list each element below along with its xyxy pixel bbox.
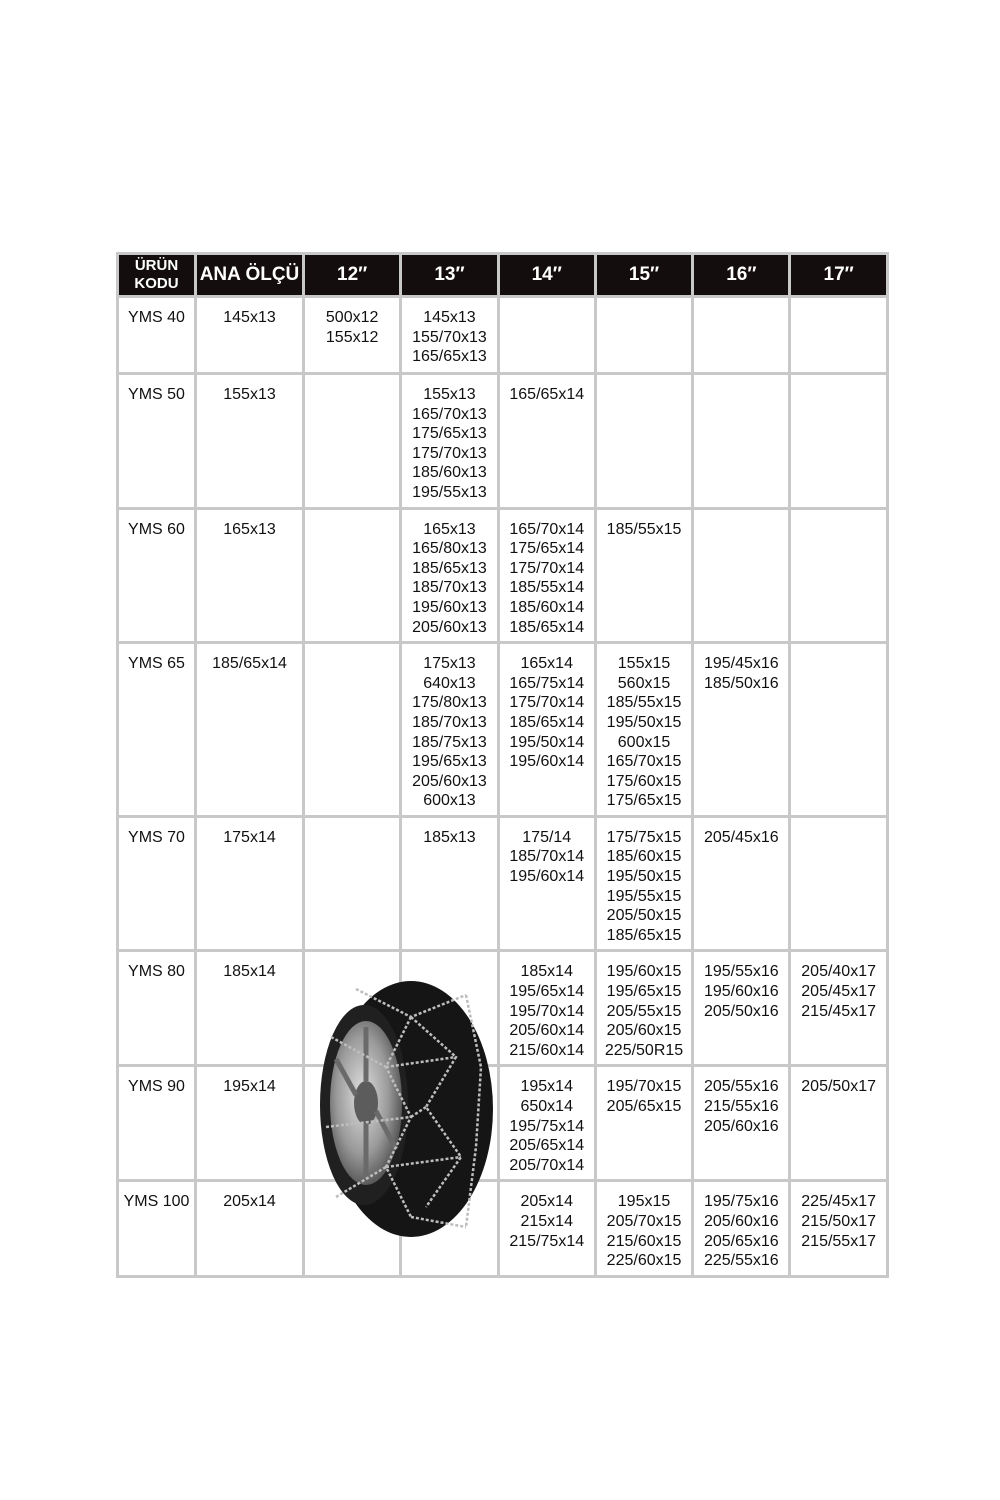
tire-size: 185/65x13 — [412, 559, 487, 577]
size-cell-13-inch — [401, 374, 498, 509]
tire-size: 185/70x13 — [412, 713, 487, 731]
tire-size: 205/55x16 — [703, 1078, 779, 1096]
tire-size: 205/45x16 — [703, 828, 779, 846]
tire-size: 155x13 — [423, 386, 476, 403]
tire-size: 215/55x17 — [801, 1232, 876, 1250]
tire-size: 205/65x14 — [509, 1137, 585, 1155]
size-cell-13-inch — [401, 816, 498, 951]
tire-size: 205/70x14 — [509, 1156, 585, 1174]
tire-size: 195/65x13 — [412, 753, 487, 771]
tire-size: 155x15 — [617, 655, 671, 673]
tire-size: 185x14 — [520, 963, 573, 981]
tire-size: 165x13 — [423, 520, 476, 538]
tire-size: 195/55x16 — [703, 963, 779, 981]
tire-size: 195/45x16 — [703, 655, 779, 673]
main-size-cell: 195x14 — [196, 1066, 304, 1181]
tire-size: 175/65x15 — [606, 792, 682, 810]
tire-size: 215/75x14 — [509, 1232, 585, 1250]
tire-size: 195/60x14 — [509, 868, 585, 886]
tire-size: 195/60x13 — [412, 598, 487, 616]
table-row — [118, 1181, 888, 1276]
tire-size: 185/65x14 — [509, 713, 585, 731]
tire-size: 165/65x14 — [509, 386, 585, 403]
tire-size: 175/65x14 — [509, 540, 585, 558]
size-cell-15-inch — [595, 374, 692, 509]
product-code-cell: YMS 65 — [118, 643, 196, 817]
size-cell-16-inch — [693, 374, 790, 509]
tire-size: 175/70x13 — [412, 444, 487, 462]
size-cell-12-inch — [304, 1181, 401, 1276]
tire-size: 215/45x17 — [801, 1002, 876, 1020]
size-cell-13-inch — [401, 297, 498, 374]
product-code-cell: YMS 50 — [118, 374, 196, 509]
size-cell-14-inch — [498, 508, 595, 643]
tire-size: 195/70x14 — [509, 1002, 585, 1020]
size-cell-13-inch — [401, 643, 498, 817]
main-size-cell: 185x14 — [196, 951, 304, 1066]
header-row — [118, 254, 888, 297]
table-row — [118, 508, 888, 643]
header-15-inch: 15″ — [595, 254, 692, 297]
tire-size: 205/55x15 — [606, 1002, 682, 1020]
size-cell-12-inch — [304, 1066, 401, 1181]
tire-size: 195/65x14 — [509, 983, 585, 1001]
tire-size: 560x15 — [617, 674, 671, 692]
tire-size: 175/60x15 — [606, 772, 682, 790]
tire-size: 195/60x15 — [606, 963, 682, 981]
size-cell-16-inch — [693, 1181, 790, 1276]
size-cell-13-inch — [401, 1181, 498, 1276]
tire-size: 215/50x17 — [801, 1212, 876, 1230]
size-cell-13-inch — [401, 951, 498, 1066]
size-cell-14-inch — [498, 1181, 595, 1276]
header-12-inch: 12″ — [304, 254, 401, 297]
tire-size: 185/70x13 — [412, 579, 487, 597]
tire-size: 165/70x14 — [509, 520, 585, 538]
tire-size: 195/50x15 — [606, 713, 682, 731]
size-cell-15-inch — [595, 643, 692, 817]
tire-chain-size-table — [116, 252, 889, 1278]
header-17-inch: 17″ — [790, 254, 887, 297]
size-cell-16-inch — [693, 1066, 790, 1181]
table-body — [118, 297, 888, 1277]
tire-size: 650x14 — [520, 1098, 573, 1115]
size-cell-14-inch — [498, 643, 595, 817]
size-cell-15-inch — [595, 1181, 692, 1276]
tire-size: 225/45x17 — [801, 1193, 876, 1211]
tire-size: 500x12 — [325, 309, 379, 326]
tire-size: 205/40x17 — [801, 963, 876, 981]
tire-size: 175/70x14 — [509, 694, 585, 712]
main-size-cell: 165x13 — [196, 508, 304, 643]
tire-size: 205/60x14 — [509, 1022, 585, 1040]
tire-size: 195/75x16 — [703, 1193, 779, 1211]
product-code-cell: YMS 100 — [118, 1181, 196, 1276]
tire-size: 205/60x15 — [606, 1022, 682, 1040]
size-cell-16-inch — [693, 951, 790, 1066]
tire-size: 640x13 — [423, 674, 476, 692]
size-cell-12-inch — [304, 508, 401, 643]
tire-size: 205/65x15 — [606, 1098, 682, 1115]
main-size-cell: 205x14 — [196, 1181, 304, 1276]
tire-size: 185/65x14 — [509, 618, 585, 636]
tire-size: 165/70x13 — [412, 405, 487, 423]
header-14-inch: 14″ — [498, 254, 595, 297]
tire-size: 145x13 — [423, 309, 476, 326]
tire-size: 185/60x13 — [412, 464, 487, 482]
tire-size: 175/75x15 — [606, 828, 682, 846]
size-cell-16-inch — [693, 297, 790, 374]
tire-size: 165x14 — [520, 655, 573, 673]
size-cell-12-inch — [304, 297, 401, 374]
tire-size: 195/60x14 — [509, 753, 585, 771]
tire-size: 185/55x14 — [509, 579, 585, 597]
tire-size: 165/70x15 — [606, 753, 682, 771]
size-cell-15-inch — [595, 816, 692, 951]
tire-size: 185/70x14 — [509, 848, 585, 866]
size-cell-15-inch — [595, 951, 692, 1066]
tire-size: 185/50x16 — [703, 674, 779, 692]
tire-size: 215/60x15 — [606, 1232, 682, 1250]
product-code-cell: YMS 40 — [118, 297, 196, 374]
size-cell-15-inch — [595, 297, 692, 374]
tire-size: 195/50x14 — [509, 733, 585, 751]
size-cell-14-inch — [498, 1066, 595, 1181]
tire-size: 195/60x16 — [703, 983, 779, 1001]
header-16-inch: 16″ — [693, 254, 790, 297]
size-cell-17-inch — [790, 297, 887, 374]
size-cell-16-inch — [693, 643, 790, 817]
tire-size: 195/55x13 — [412, 483, 487, 501]
size-cell-15-inch — [595, 508, 692, 643]
tire-size: 205/50x16 — [703, 1002, 779, 1020]
size-cell-13-inch — [401, 1066, 498, 1181]
tire-size: 215/60x14 — [509, 1041, 585, 1059]
size-cell-17-inch — [790, 951, 887, 1066]
tire-size: 205/50x15 — [606, 907, 682, 925]
tire-size: 225/60x15 — [606, 1252, 682, 1270]
tire-size: 195x14 — [520, 1078, 573, 1096]
size-cell-16-inch — [693, 816, 790, 951]
tire-size: 165/75x14 — [509, 674, 585, 692]
tire-size: 175/65x13 — [412, 425, 487, 443]
size-cell-17-inch — [790, 1066, 887, 1181]
tire-size: 225/55x16 — [703, 1252, 779, 1270]
size-cell-13-inch — [401, 508, 498, 643]
main-size-cell: 175x14 — [196, 816, 304, 951]
size-cell-14-inch — [498, 374, 595, 509]
size-cell-17-inch — [790, 508, 887, 643]
size-cell-12-inch — [304, 643, 401, 817]
product-code-cell: YMS 90 — [118, 1066, 196, 1181]
tire-size: 205/60x13 — [412, 772, 487, 790]
header-13-inch: 13″ — [401, 254, 498, 297]
tire-size: 185/55x15 — [606, 694, 682, 712]
tire-size: 600x13 — [423, 792, 476, 810]
product-code-cell: YMS 70 — [118, 816, 196, 951]
size-cell-12-inch — [304, 816, 401, 951]
tire-size: 205/50x17 — [801, 1078, 876, 1096]
tire-size: 205/65x16 — [703, 1232, 779, 1250]
tire-size: 195/75x14 — [509, 1117, 585, 1135]
tire-size: 215/55x16 — [703, 1098, 779, 1115]
tire-size: 205/60x16 — [703, 1212, 779, 1230]
tire-size: 185/60x14 — [509, 598, 585, 616]
header-ana-olcu: ANA ÖLÇÜ — [196, 254, 304, 297]
tire-size: 195/70x15 — [606, 1078, 682, 1096]
tire-size: 175/70x14 — [509, 559, 585, 577]
size-cell-17-inch — [790, 643, 887, 817]
product-code-cell: YMS 80 — [118, 951, 196, 1066]
tire-size: 185x13 — [423, 828, 476, 846]
size-cell-16-inch — [693, 508, 790, 643]
table-row — [118, 374, 888, 509]
tire-size: 195/65x15 — [606, 983, 682, 1001]
main-size-cell: 155x13 — [196, 374, 304, 509]
tire-size: 225/50R15 — [604, 1041, 684, 1059]
tire-size: 185/65x15 — [606, 926, 682, 944]
tire-size: 155/70x13 — [412, 328, 487, 346]
table-row — [118, 297, 888, 374]
table-row — [118, 951, 888, 1066]
main-size-cell: 185/65x14 — [196, 643, 304, 817]
size-cell-14-inch — [498, 951, 595, 1066]
header-urun-kodu: ÜRÜN KODU — [118, 254, 196, 297]
product-code-cell: YMS 60 — [118, 508, 196, 643]
tire-size: 195x15 — [617, 1193, 671, 1211]
size-cell-14-inch — [498, 297, 595, 374]
tire-size: 215x14 — [520, 1212, 573, 1230]
tire-size: 165/65x13 — [412, 348, 487, 366]
tire-size: 175/14 — [522, 828, 572, 846]
size-cell-14-inch — [498, 816, 595, 951]
tire-size: 175/80x13 — [412, 694, 487, 712]
tire-size: 205/60x16 — [703, 1117, 779, 1135]
tire-size: 165/80x13 — [412, 540, 487, 558]
tire-size: 155x12 — [325, 328, 379, 346]
tire-size: 195/50x15 — [606, 868, 682, 886]
tire-size: 205x14 — [520, 1193, 573, 1211]
size-cell-12-inch — [304, 374, 401, 509]
size-cell-17-inch — [790, 816, 887, 951]
tire-size: 185/60x15 — [606, 848, 682, 866]
tire-size: 175x13 — [423, 655, 476, 673]
size-cell-12-inch — [304, 951, 401, 1066]
tire-size: 185/75x13 — [412, 733, 487, 751]
tire-size: 205/60x13 — [412, 618, 487, 636]
tire-size: 185/55x15 — [606, 520, 682, 538]
size-cell-15-inch — [595, 1066, 692, 1181]
size-cell-17-inch — [790, 374, 887, 509]
tire-size: 600x15 — [617, 733, 671, 751]
main-size-cell: 145x13 — [196, 297, 304, 374]
tire-size: 205/70x15 — [606, 1212, 682, 1230]
size-cell-17-inch — [790, 1181, 887, 1276]
table-row — [118, 643, 888, 817]
table-row — [118, 816, 888, 951]
tire-size: 205/45x17 — [801, 983, 876, 1001]
tire-size: 195/55x15 — [606, 887, 682, 905]
table-row — [118, 1066, 888, 1181]
